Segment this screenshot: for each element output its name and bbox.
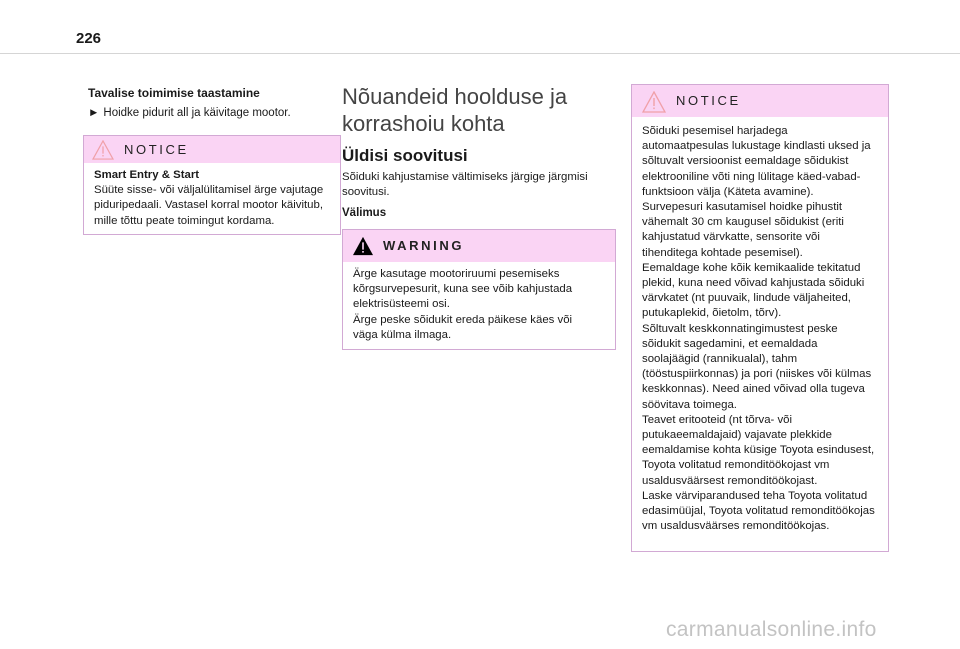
notice-line: söövitava toimega. (642, 398, 737, 411)
notice-line: plekid, kuna need võivad kahjustada sõiduki (642, 277, 865, 290)
bullet-text: Hoidke pidurit all ja käivitage mootor. (103, 107, 291, 119)
notice-line: funktsioon välja (Käteta avamine). (642, 185, 814, 198)
notice-line: Teavet eritooteid (nt tõrva- või (642, 413, 793, 426)
notice-body (84, 163, 340, 229)
notice-line: usaldusväärsest remonditöökojast. (642, 474, 818, 487)
notice-line: tihenditega kohtade pesemisel). (642, 246, 803, 259)
warning-label: WARNING (383, 238, 465, 253)
notice-line: kahjustatud värvkatte, sensorite või (642, 231, 820, 244)
bullet-item (88, 107, 291, 119)
notice-line: Sõltuvalt keskkonnatingimustest peske (642, 322, 838, 335)
warning-line: kõrgsurvepesurit, kuna see võib kahjustada (353, 283, 573, 296)
section-heading-restore: Tavalise toimimise taastamine (88, 86, 260, 100)
notice-label: NOTICE (124, 142, 189, 157)
notice-body (632, 117, 888, 534)
page-title-line: Nõuandeid hoolduse ja (342, 84, 568, 109)
warning-line: Ärge peske sõidukit ereda päikese käes või (353, 313, 573, 326)
notice-header (632, 85, 888, 117)
notice-line: vm usaldusväärses remonditöökojas. (642, 520, 830, 533)
notice-line: Laske värviparandused teha Toyota volitatud (642, 489, 868, 502)
notice-line: edasimüüjal, Toyota volitatud remonditöökojas (642, 505, 875, 518)
notice-line: sõidukit sagedamini, et eemaldada (642, 337, 818, 350)
notice-header (84, 136, 340, 163)
watermark: carmanualsonline.info (666, 618, 877, 641)
page-number: 226 (76, 30, 102, 47)
warning-line: Ärge kasutage mootoriruumi pesemiseks (353, 268, 560, 280)
notice-line: vähemalt 30 cm kaugusel sõidukist (eriti (642, 216, 844, 229)
notice-line: sõltuvalt versioonist eemaldage sõidukist (642, 155, 849, 168)
warning-body (343, 262, 615, 343)
notice-line: keskkonnas). Need ained võivad olla tugeva (642, 383, 865, 396)
notice-line: Survepesuri kasutamisel hoidke pihustit (642, 201, 843, 214)
warning-triangle-outline-icon (92, 140, 114, 160)
notice-line: Toyota volitatud remonditöökojast vm (642, 459, 830, 472)
warning-line: väga külma ilmaga. (353, 328, 452, 341)
notice-box-smart-entry (83, 135, 341, 235)
notice-title: Smart Entry & Start (94, 169, 200, 181)
notice-line: putukaeemaldajaid) vajavate plekkide (642, 429, 832, 442)
notice-box-washing (631, 84, 889, 552)
notice-line: Sõiduki pesemisel harjadega (642, 125, 788, 137)
notice-line: putukaplekid, õietolm, tõrv). (642, 307, 782, 320)
notice-line: piduripedaali. Vastasel korral mootor käivitub, (94, 199, 323, 212)
page-title-line: korrashoiu kohta (342, 111, 505, 136)
notice-line: (tööstuspiirkonnas) ja pori (niiskes või külmas (642, 368, 872, 381)
warning-box-engine-wash (342, 229, 616, 350)
heading-exterior: Välimus (342, 207, 387, 219)
header-divider (0, 53, 960, 54)
warning-triangle-outline-icon (642, 91, 666, 113)
subtitle-general-recommendations: Üldisi soovitusi (342, 146, 468, 165)
warning-header (343, 230, 615, 262)
notice-line: eemaldamise kohta küsige Toyota esindusest, (642, 444, 875, 457)
intro-line: Sõiduki kahjustamise vältimiseks järgige järgmisi (342, 171, 588, 183)
notice-line: värvkatet (nt puuvaik, lindude väljaheited, (642, 292, 851, 305)
notice-line: Eemaldage kohe kõik kemikaalide tekitatud (642, 261, 861, 274)
notice-line: elektrooniline võti ning lülitage käed-vabad- (642, 170, 861, 183)
notice-line: automaatpesulas lukustage kindlasti uksed ja (642, 140, 871, 153)
bullet-arrow-icon: ► (88, 107, 100, 119)
warning-line: elektrisüsteemi osi. (353, 298, 450, 311)
warning-triangle-filled-icon (352, 236, 374, 256)
intro-paragraph (342, 170, 588, 201)
notice-line: mille tõttu peate toimingut kordama. (94, 214, 275, 227)
notice-line: soolajäägid (rannikualal), tahm (642, 353, 798, 366)
page-title (342, 83, 567, 137)
intro-line: soovitusi. (342, 186, 390, 199)
notice-line: Süüte sisse- või väljalülitamisel ärge vajutage (94, 184, 324, 197)
notice-label: NOTICE (676, 93, 741, 108)
